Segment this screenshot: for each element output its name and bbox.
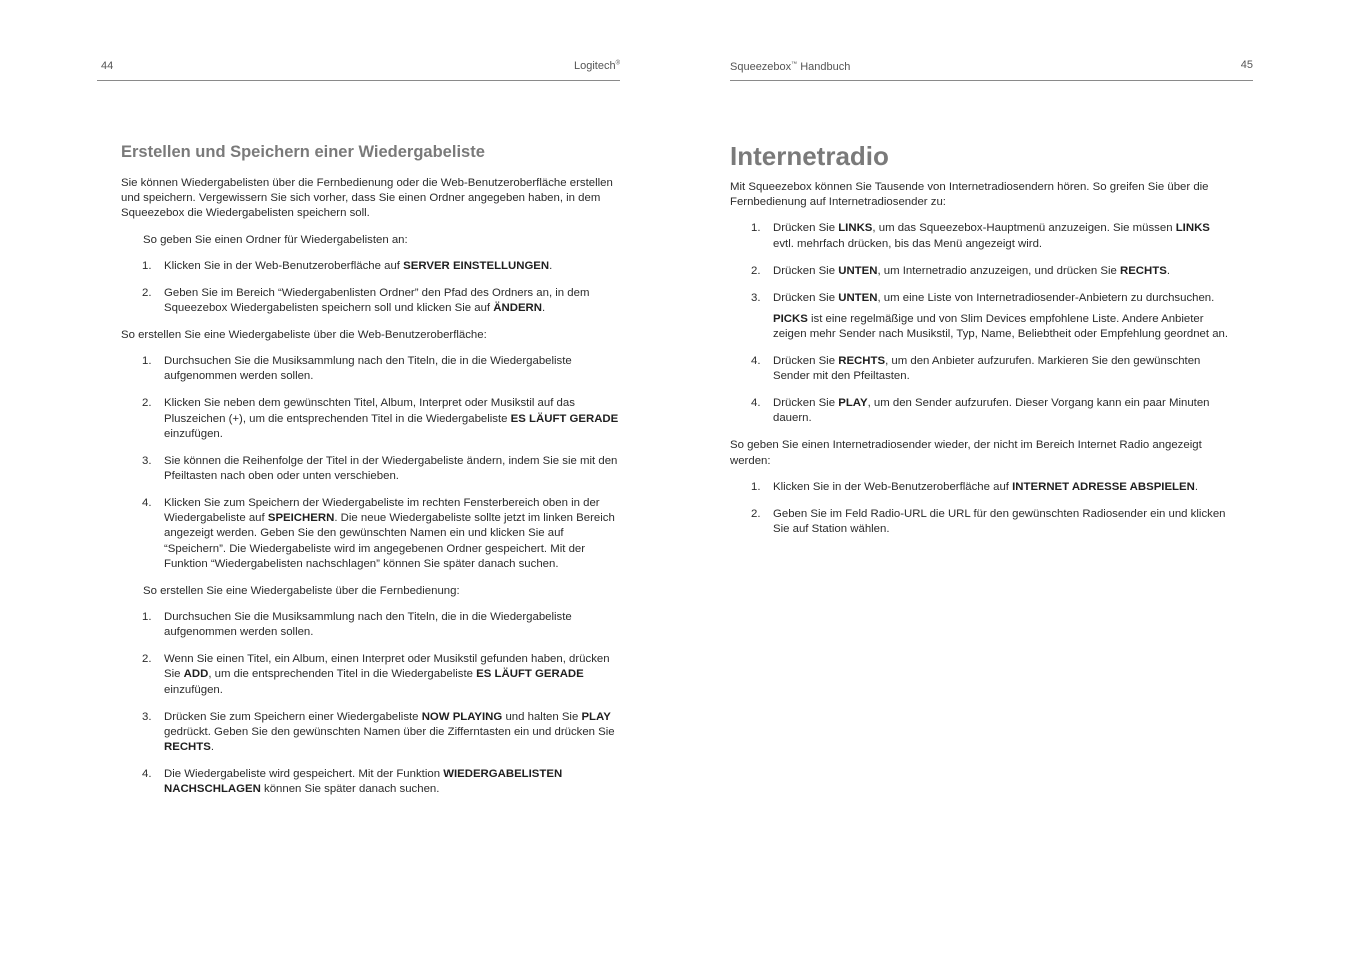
step-keyword: UNTEN bbox=[838, 264, 878, 277]
trademark-mark: ™ bbox=[791, 61, 798, 68]
step-text: , um den Anbieter aufzurufen. Markieren Sie den gewünschten Sender mit den Pfeiltasten. bbox=[773, 355, 1201, 383]
step-text: ist eine regelmäßige und von Slim Devices empfohlene Liste. Andere Anbieter zeigen mehr Sender nach Musikstil, Typ, Name, Beliebtheit oder Empfehlung geordnet an. bbox=[773, 312, 1229, 341]
list-item bbox=[121, 496, 619, 572]
url-lead: So geben Sie einen Internetradiosender wieder, der nicht im Bereich Internet Radio angezeigt werden: bbox=[730, 439, 1202, 467]
step-keyword: LINKS bbox=[1175, 222, 1210, 235]
list-item bbox=[121, 652, 619, 698]
step-text-end: . Die neue Wiedergabeliste sollte jetzt im linken Bereich angezeigt werden. Geben Sie den gewünschten Namen ein und klicken Sie auf “Speichern”. Die Wiedergabeliste wird im angegebenen Ordner gespeichert. Mit der Funktion “Wiedergabelisten nachschlagen” können Sie später danach suchen. bbox=[164, 512, 615, 570]
step-number: 4. bbox=[142, 497, 152, 510]
step-text: Drücken Sie bbox=[773, 291, 839, 304]
list-item bbox=[121, 710, 619, 756]
step-text: Drücken Sie bbox=[773, 222, 839, 235]
right-page-number: 45 bbox=[1240, 59, 1253, 71]
step-text: können Sie später danach suchen. bbox=[260, 783, 440, 796]
step-keyword: ES LÄUFT GERADE bbox=[510, 412, 619, 425]
playlist-intro: Sie können Wiedergabelisten über die Fernbedienung oder die Web-Benutzeroberfläche erstellen und speichern. Vergewissern Sie sich vorher, dass Sie einen Ordner angegeben haben, in dem Squeezebox die Wiedergabelisten speichern soll. bbox=[121, 177, 613, 220]
step-text: , um eine Liste von Internetradiosender-Anbietern zu durchsuchen. bbox=[877, 291, 1215, 304]
list-item bbox=[730, 221, 1232, 251]
step-text: . bbox=[1166, 264, 1170, 277]
step-keyword: LINKS bbox=[838, 222, 873, 235]
playlist-heading: Erstellen und Speichern einer Wiedergabeliste bbox=[121, 143, 485, 161]
internetradio-heading: Internetradio bbox=[730, 141, 889, 171]
step-keyword: NOW PLAYING bbox=[421, 710, 503, 723]
step-keyword: ADD bbox=[183, 668, 209, 681]
step-keyword: RECHTS bbox=[1119, 264, 1167, 277]
step-keyword: RECHTS bbox=[838, 355, 886, 368]
registered-mark: ® bbox=[615, 60, 620, 67]
step-keyword: ÄNDERN bbox=[493, 302, 542, 315]
step-keyword: PLAY bbox=[581, 710, 611, 723]
web-steps bbox=[121, 354, 619, 572]
step-keyword: SERVER EINSTELLUNGEN bbox=[403, 259, 550, 272]
step-text: Sie können die Reihenfolge der Titel in der Wiedergabeliste ändern, indem Sie sie mit den Pfeiltasten nach oben oder unten verschieben. bbox=[164, 454, 618, 483]
step-number: 2. bbox=[751, 507, 761, 520]
left-page bbox=[97, 0, 620, 954]
list-item bbox=[121, 286, 619, 316]
step-text: Klicken Sie in der Web-Benutzeroberfläche auf bbox=[164, 259, 404, 272]
list-item bbox=[121, 454, 619, 484]
step-keyword: SPEICHERN bbox=[267, 512, 335, 525]
manual-label: Handbuch bbox=[797, 61, 851, 73]
brand-name bbox=[574, 60, 620, 72]
right-page-content bbox=[730, 139, 1232, 549]
step-text: , um das Squeezebox-Hauptmenü anzuzeigen. Sie müssen bbox=[872, 222, 1176, 235]
left-page-header bbox=[97, 58, 620, 81]
web-lead: So erstellen Sie eine Wiedergabeliste über die Web-Benutzeroberfläche: bbox=[121, 329, 487, 342]
step-text: Klicken Sie in der Web-Benutzeroberfläche auf bbox=[773, 480, 1013, 493]
right-page bbox=[730, 0, 1253, 954]
step-text: Klicken Sie zum Speichern der Wiedergabeliste im rechten Fensterbereich oben in der Wiedergabeliste auf bbox=[164, 497, 600, 525]
step-text: Drücken Sie bbox=[773, 397, 839, 410]
manual-title bbox=[730, 61, 850, 73]
step-number: 1. bbox=[751, 480, 761, 493]
step-text: . bbox=[1194, 480, 1199, 493]
step-text: , um den Sender aufzurufen. Dieser Vorgang kann ein paar Minuten dauern. bbox=[773, 397, 1210, 425]
step-number: 3. bbox=[751, 291, 761, 304]
step-text: Drücken Sie bbox=[773, 355, 839, 368]
remote-lead: So erstellen Sie eine Wiedergabeliste über die Fernbedienung: bbox=[143, 584, 460, 597]
step-number: 2. bbox=[142, 286, 152, 299]
step-keyword: INTERNET ADRESSE ABSPIELEN bbox=[1012, 480, 1195, 493]
folder-steps bbox=[121, 259, 619, 316]
list-item bbox=[730, 264, 1232, 279]
step-number: 4. bbox=[751, 397, 761, 410]
list-item bbox=[730, 507, 1232, 537]
step-text: Durchsuchen Sie die Musiksammlung nach den Titeln, die in die Wiedergabeliste aufgenommen werden sollen. bbox=[164, 611, 572, 639]
step-note bbox=[773, 312, 1232, 342]
list-item bbox=[730, 396, 1232, 426]
step-keyword: RECHTS bbox=[164, 741, 211, 754]
list-item bbox=[121, 767, 619, 797]
step-number: 1. bbox=[142, 259, 152, 272]
step-keyword: WIEDERGABELISTEN NACHSCHLAGEN bbox=[164, 768, 563, 796]
step-number: 1. bbox=[142, 611, 152, 624]
brand-text: Logitech bbox=[573, 60, 616, 72]
right-page-header bbox=[730, 58, 1253, 81]
step-text: gedrückt. Geben Sie den gewünschten Namen über die Zifferntasten ein und drücken Sie bbox=[164, 725, 615, 738]
step-number: 2. bbox=[142, 653, 152, 666]
folder-lead: So geben Sie einen Ordner für Wiedergabelisten an: bbox=[143, 233, 408, 246]
step-keyword: PLAY bbox=[838, 397, 868, 410]
list-item bbox=[730, 354, 1232, 384]
step-text: evtl. mehrfach drücken, bis das Menü angezeigt wird. bbox=[773, 237, 1043, 250]
product-name: Squeezebox bbox=[730, 61, 792, 73]
step-text: , um Internetradio anzuzeigen, und drücken Sie bbox=[877, 264, 1120, 277]
internetradio-intro: Mit Squeezebox können Sie Tausende von Internetradiosendern hören. So greifen Sie über die Fernbedienung auf Internetradiosender zu: bbox=[730, 181, 1209, 209]
list-item bbox=[730, 291, 1232, 343]
step-number: 4. bbox=[142, 768, 152, 781]
step-text: Klicken Sie neben dem gewünschten Titel, Album, Interpret oder Musikstil auf das Pluszeichen (+), um die entsprechenden Titel in die Wiedergabeliste bbox=[164, 397, 575, 425]
step-text: Wenn Sie einen Titel, ein Album, einen Interpret oder Musikstil gefunden haben, drücken Sie bbox=[164, 653, 610, 681]
remote-steps bbox=[121, 610, 619, 797]
list-item bbox=[121, 354, 619, 384]
step-number: 2. bbox=[142, 397, 152, 410]
step-text: , um die entsprechenden Titel in die Wiedergabeliste bbox=[208, 668, 477, 681]
step-number: 2. bbox=[751, 264, 761, 277]
step-text: Drücken Sie bbox=[773, 264, 839, 277]
left-page-content bbox=[121, 140, 619, 809]
list-item bbox=[730, 480, 1232, 495]
left-page-number: 44 bbox=[101, 60, 114, 72]
step-text: Die Wiedergabeliste wird gespeichert. Mit der Funktion bbox=[164, 768, 444, 781]
radio-steps bbox=[730, 221, 1232, 426]
step-text: einzufügen. bbox=[164, 683, 223, 696]
list-item bbox=[121, 259, 619, 274]
step-text: Drücken Sie zum Speichern einer Wiedergabeliste bbox=[164, 710, 422, 723]
step-text: Durchsuchen Sie die Musiksammlung nach den Titeln, die in die Wiedergabeliste aufgenommen werden sollen. bbox=[164, 355, 572, 383]
step-text-end: . bbox=[542, 302, 546, 315]
list-item bbox=[121, 396, 619, 442]
step-keyword: PICKS bbox=[773, 312, 808, 325]
list-item bbox=[121, 610, 619, 640]
step-keyword: ES LÄUFT GERADE bbox=[476, 668, 584, 681]
step-text: und halten Sie bbox=[502, 710, 582, 723]
step-number: 1. bbox=[751, 222, 761, 235]
url-steps bbox=[730, 480, 1232, 537]
step-text: Geben Sie im Feld Radio-URL die URL für den gewünschten Radiosender ein und klicken Sie auf Station wählen. bbox=[773, 507, 1226, 536]
step-keyword: UNTEN bbox=[838, 291, 878, 304]
step-number: 1. bbox=[142, 355, 152, 368]
step-number: 3. bbox=[142, 710, 152, 723]
step-text: Geben Sie im Bereich “Wiedergabenlisten Ordner” den Pfad des Ordners an, in dem Squeezebox Wiedergabelisten speichern soll und klicken Sie auf bbox=[164, 286, 590, 315]
step-number: 3. bbox=[142, 454, 152, 467]
step-number: 4. bbox=[751, 355, 761, 368]
step-text-end: . bbox=[549, 259, 553, 272]
step-text-end: einzufügen. bbox=[164, 427, 223, 440]
step-text: . bbox=[210, 741, 215, 754]
